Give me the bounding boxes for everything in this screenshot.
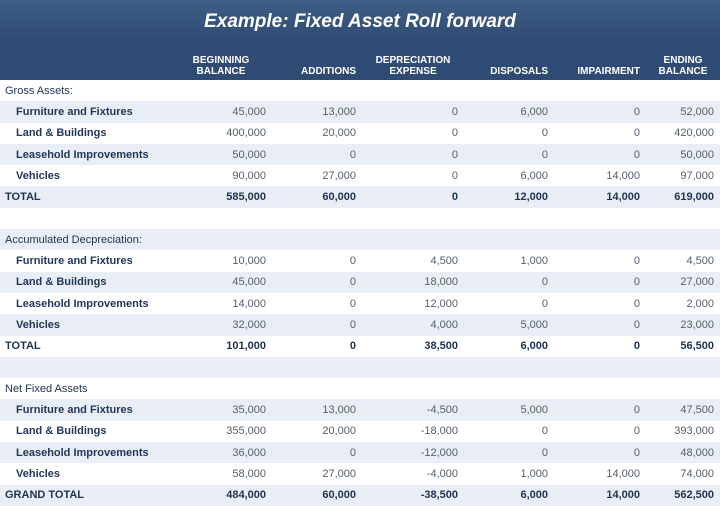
empty-cell — [554, 80, 646, 101]
value-cell: 0 — [349, 148, 356, 161]
row-label: Land & Buildings — [16, 425, 107, 438]
value-cell: 0 — [633, 318, 640, 331]
spacer-row — [0, 208, 720, 229]
value-cell: 50,000 — [680, 148, 714, 161]
value-cell: 14,000 — [606, 169, 640, 182]
value-cell: 0 — [633, 297, 640, 310]
value-cell: 5,000 — [520, 404, 548, 417]
total-value-cell: 60,000 — [322, 191, 356, 204]
value-cell: -4,000 — [426, 467, 458, 480]
table-row — [0, 165, 720, 186]
value-cell: 1,000 — [520, 255, 548, 268]
empty-cell — [554, 357, 646, 378]
value-cell: 0 — [541, 127, 548, 140]
total-value-cell: 6,000 — [520, 340, 548, 353]
value-cell: 0 — [451, 105, 458, 118]
total-value-cell: 12,000 — [514, 191, 548, 204]
fixed-asset-rollforward-table — [0, 44, 720, 506]
value-cell: 23,000 — [680, 318, 714, 331]
total-value-cell: 484,000 — [226, 489, 266, 502]
section-heading-row — [0, 229, 720, 250]
value-cell: 400,000 — [226, 127, 266, 140]
total-value-cell: 56,500 — [680, 340, 714, 353]
value-cell: 0 — [633, 425, 640, 438]
header-beginning-line1: BEGINNING — [192, 55, 250, 66]
value-cell: 74,000 — [680, 467, 714, 480]
row-label: Leasehold Improvements — [16, 297, 149, 310]
empty-cell — [646, 80, 720, 101]
value-cell: 0 — [451, 148, 458, 161]
empty-cell — [464, 208, 554, 229]
value-cell: 97,000 — [680, 169, 714, 182]
value-cell: -4,500 — [426, 404, 458, 417]
empty-cell — [272, 208, 362, 229]
value-cell: 4,500 — [430, 255, 458, 268]
value-cell: 52,000 — [680, 105, 714, 118]
table-row — [0, 250, 720, 271]
value-cell: 0 — [451, 169, 458, 182]
section-heading-row — [0, 80, 720, 101]
table-row — [0, 123, 720, 144]
value-cell: 420,000 — [674, 127, 714, 140]
empty-cell — [170, 208, 272, 229]
header-depreciation-line1: DEPRECIATION — [375, 55, 451, 66]
row-label: Vehicles — [16, 318, 61, 331]
table-row — [0, 293, 720, 314]
value-cell: 10,000 — [232, 255, 266, 268]
header-beginning-line2: BALANCE — [196, 66, 246, 77]
empty-cell — [0, 208, 170, 229]
total-value-cell: 101,000 — [226, 340, 266, 353]
value-cell: 0 — [633, 276, 640, 289]
value-cell: 14,000 — [232, 297, 266, 310]
empty-cell — [362, 80, 464, 101]
total-label: TOTAL — [5, 191, 41, 204]
empty-cell — [554, 229, 646, 250]
value-cell: 13,000 — [322, 105, 356, 118]
row-label: Leasehold Improvements — [16, 446, 149, 459]
value-cell: 0 — [541, 276, 548, 289]
total-row — [0, 485, 720, 506]
value-cell: 355,000 — [226, 425, 266, 438]
value-cell: 20,000 — [322, 127, 356, 140]
total-value-cell: 60,000 — [322, 489, 356, 502]
header-depreciation-expense — [362, 44, 464, 80]
value-cell: 90,000 — [232, 169, 266, 182]
row-label: Land & Buildings — [16, 127, 107, 140]
value-cell: 4,500 — [686, 255, 714, 268]
value-cell: 6,000 — [520, 105, 548, 118]
value-cell: 36,000 — [232, 446, 266, 459]
empty-cell — [646, 208, 720, 229]
total-value-cell: 619,000 — [674, 191, 714, 204]
empty-cell — [646, 229, 720, 250]
total-value-cell: 0 — [349, 340, 356, 353]
total-row — [0, 186, 720, 207]
value-cell: 0 — [541, 446, 548, 459]
value-cell: 6,000 — [520, 169, 548, 182]
table-row — [0, 421, 720, 442]
value-cell: 27,000 — [322, 169, 356, 182]
empty-cell — [362, 229, 464, 250]
table-row — [0, 314, 720, 335]
row-label: Leasehold Improvements — [16, 148, 149, 161]
section-label: Accumulated Decpreciation: — [5, 233, 142, 246]
empty-cell — [362, 357, 464, 378]
value-cell: 5,000 — [520, 318, 548, 331]
value-cell: 0 — [349, 446, 356, 459]
empty-cell — [272, 357, 362, 378]
header-beginning-balance — [170, 44, 272, 80]
empty-cell — [646, 357, 720, 378]
value-cell: 2,000 — [686, 297, 714, 310]
table-title: Example: Fixed Asset Roll forward — [0, 0, 720, 44]
header-row — [0, 44, 720, 80]
value-cell: 0 — [541, 148, 548, 161]
section-label: Gross Assets: — [5, 84, 73, 97]
table-row — [0, 144, 720, 165]
total-label: TOTAL — [5, 340, 41, 353]
value-cell: 18,000 — [424, 276, 458, 289]
value-cell: 0 — [633, 255, 640, 268]
empty-cell — [170, 378, 272, 399]
header-additions: ADDITIONS — [301, 66, 356, 77]
header-ending-line1: ENDING — [663, 55, 703, 66]
empty-cell — [646, 378, 720, 399]
empty-cell — [170, 229, 272, 250]
empty-cell — [464, 357, 554, 378]
value-cell: 0 — [633, 105, 640, 118]
row-label: Furniture and Fixtures — [16, 255, 133, 268]
value-cell: 0 — [349, 255, 356, 268]
total-label: GRAND TOTAL — [5, 489, 85, 502]
value-cell: 0 — [451, 127, 458, 140]
row-label: Vehicles — [16, 467, 61, 480]
empty-cell — [464, 378, 554, 399]
row-label: Land & Buildings — [16, 276, 107, 289]
header-ending-line2: BALANCE — [658, 66, 708, 77]
table-row — [0, 272, 720, 293]
section-heading-row — [0, 378, 720, 399]
table-row — [0, 399, 720, 420]
total-value-cell: 0 — [451, 191, 458, 204]
header-ending-balance — [646, 44, 720, 80]
total-value-cell: 562,500 — [674, 489, 714, 502]
empty-cell — [170, 80, 272, 101]
value-cell: 0 — [541, 297, 548, 310]
section-label: Net Fixed Assets — [5, 382, 88, 395]
total-value-cell: 6,000 — [520, 489, 548, 502]
header-depreciation-line2: EXPENSE — [389, 66, 437, 77]
empty-cell — [362, 378, 464, 399]
empty-cell — [464, 229, 554, 250]
value-cell: -18,000 — [420, 425, 458, 438]
value-cell: 14,000 — [606, 467, 640, 480]
total-value-cell: -38,500 — [420, 489, 458, 502]
total-value-cell: 0 — [633, 340, 640, 353]
value-cell: 0 — [633, 148, 640, 161]
value-cell: 12,000 — [424, 297, 458, 310]
value-cell: 0 — [349, 318, 356, 331]
value-cell: 0 — [349, 276, 356, 289]
total-row — [0, 336, 720, 357]
spacer-row — [0, 357, 720, 378]
table-row — [0, 101, 720, 122]
table-row — [0, 442, 720, 463]
value-cell: 0 — [633, 127, 640, 140]
value-cell: 0 — [349, 297, 356, 310]
empty-cell — [554, 208, 646, 229]
empty-cell — [170, 357, 272, 378]
empty-cell — [464, 80, 554, 101]
value-cell: 4,000 — [430, 318, 458, 331]
value-cell: 50,000 — [232, 148, 266, 161]
row-label: Vehicles — [16, 169, 61, 182]
row-label: Furniture and Fixtures — [16, 105, 133, 118]
value-cell: 1,000 — [520, 467, 548, 480]
value-cell: 20,000 — [322, 425, 356, 438]
empty-cell — [272, 80, 362, 101]
value-cell: 0 — [633, 404, 640, 417]
value-cell: 27,000 — [680, 276, 714, 289]
table-row — [0, 463, 720, 484]
empty-cell — [0, 357, 170, 378]
value-cell: 0 — [633, 446, 640, 459]
header-disposals: DISPOSALS — [490, 66, 548, 77]
table-body — [0, 80, 720, 506]
header-impairment: IMPAIRMENT — [577, 66, 640, 77]
value-cell: 45,000 — [232, 105, 266, 118]
value-cell: 32,000 — [232, 318, 266, 331]
value-cell: 13,000 — [322, 404, 356, 417]
value-cell: 45,000 — [232, 276, 266, 289]
value-cell: 47,500 — [680, 404, 714, 417]
value-cell: 35,000 — [232, 404, 266, 417]
row-label: Furniture and Fixtures — [16, 404, 133, 417]
total-value-cell: 38,500 — [424, 340, 458, 353]
total-value-cell: 14,000 — [606, 191, 640, 204]
total-value-cell: 14,000 — [606, 489, 640, 502]
value-cell: -12,000 — [420, 446, 458, 459]
value-cell: 0 — [541, 425, 548, 438]
total-value-cell: 585,000 — [226, 191, 266, 204]
empty-cell — [362, 208, 464, 229]
empty-cell — [272, 378, 362, 399]
value-cell: 393,000 — [674, 425, 714, 438]
empty-cell — [272, 229, 362, 250]
header-blank — [0, 44, 170, 80]
value-cell: 27,000 — [322, 467, 356, 480]
empty-cell — [554, 378, 646, 399]
value-cell: 58,000 — [232, 467, 266, 480]
value-cell: 48,000 — [680, 446, 714, 459]
